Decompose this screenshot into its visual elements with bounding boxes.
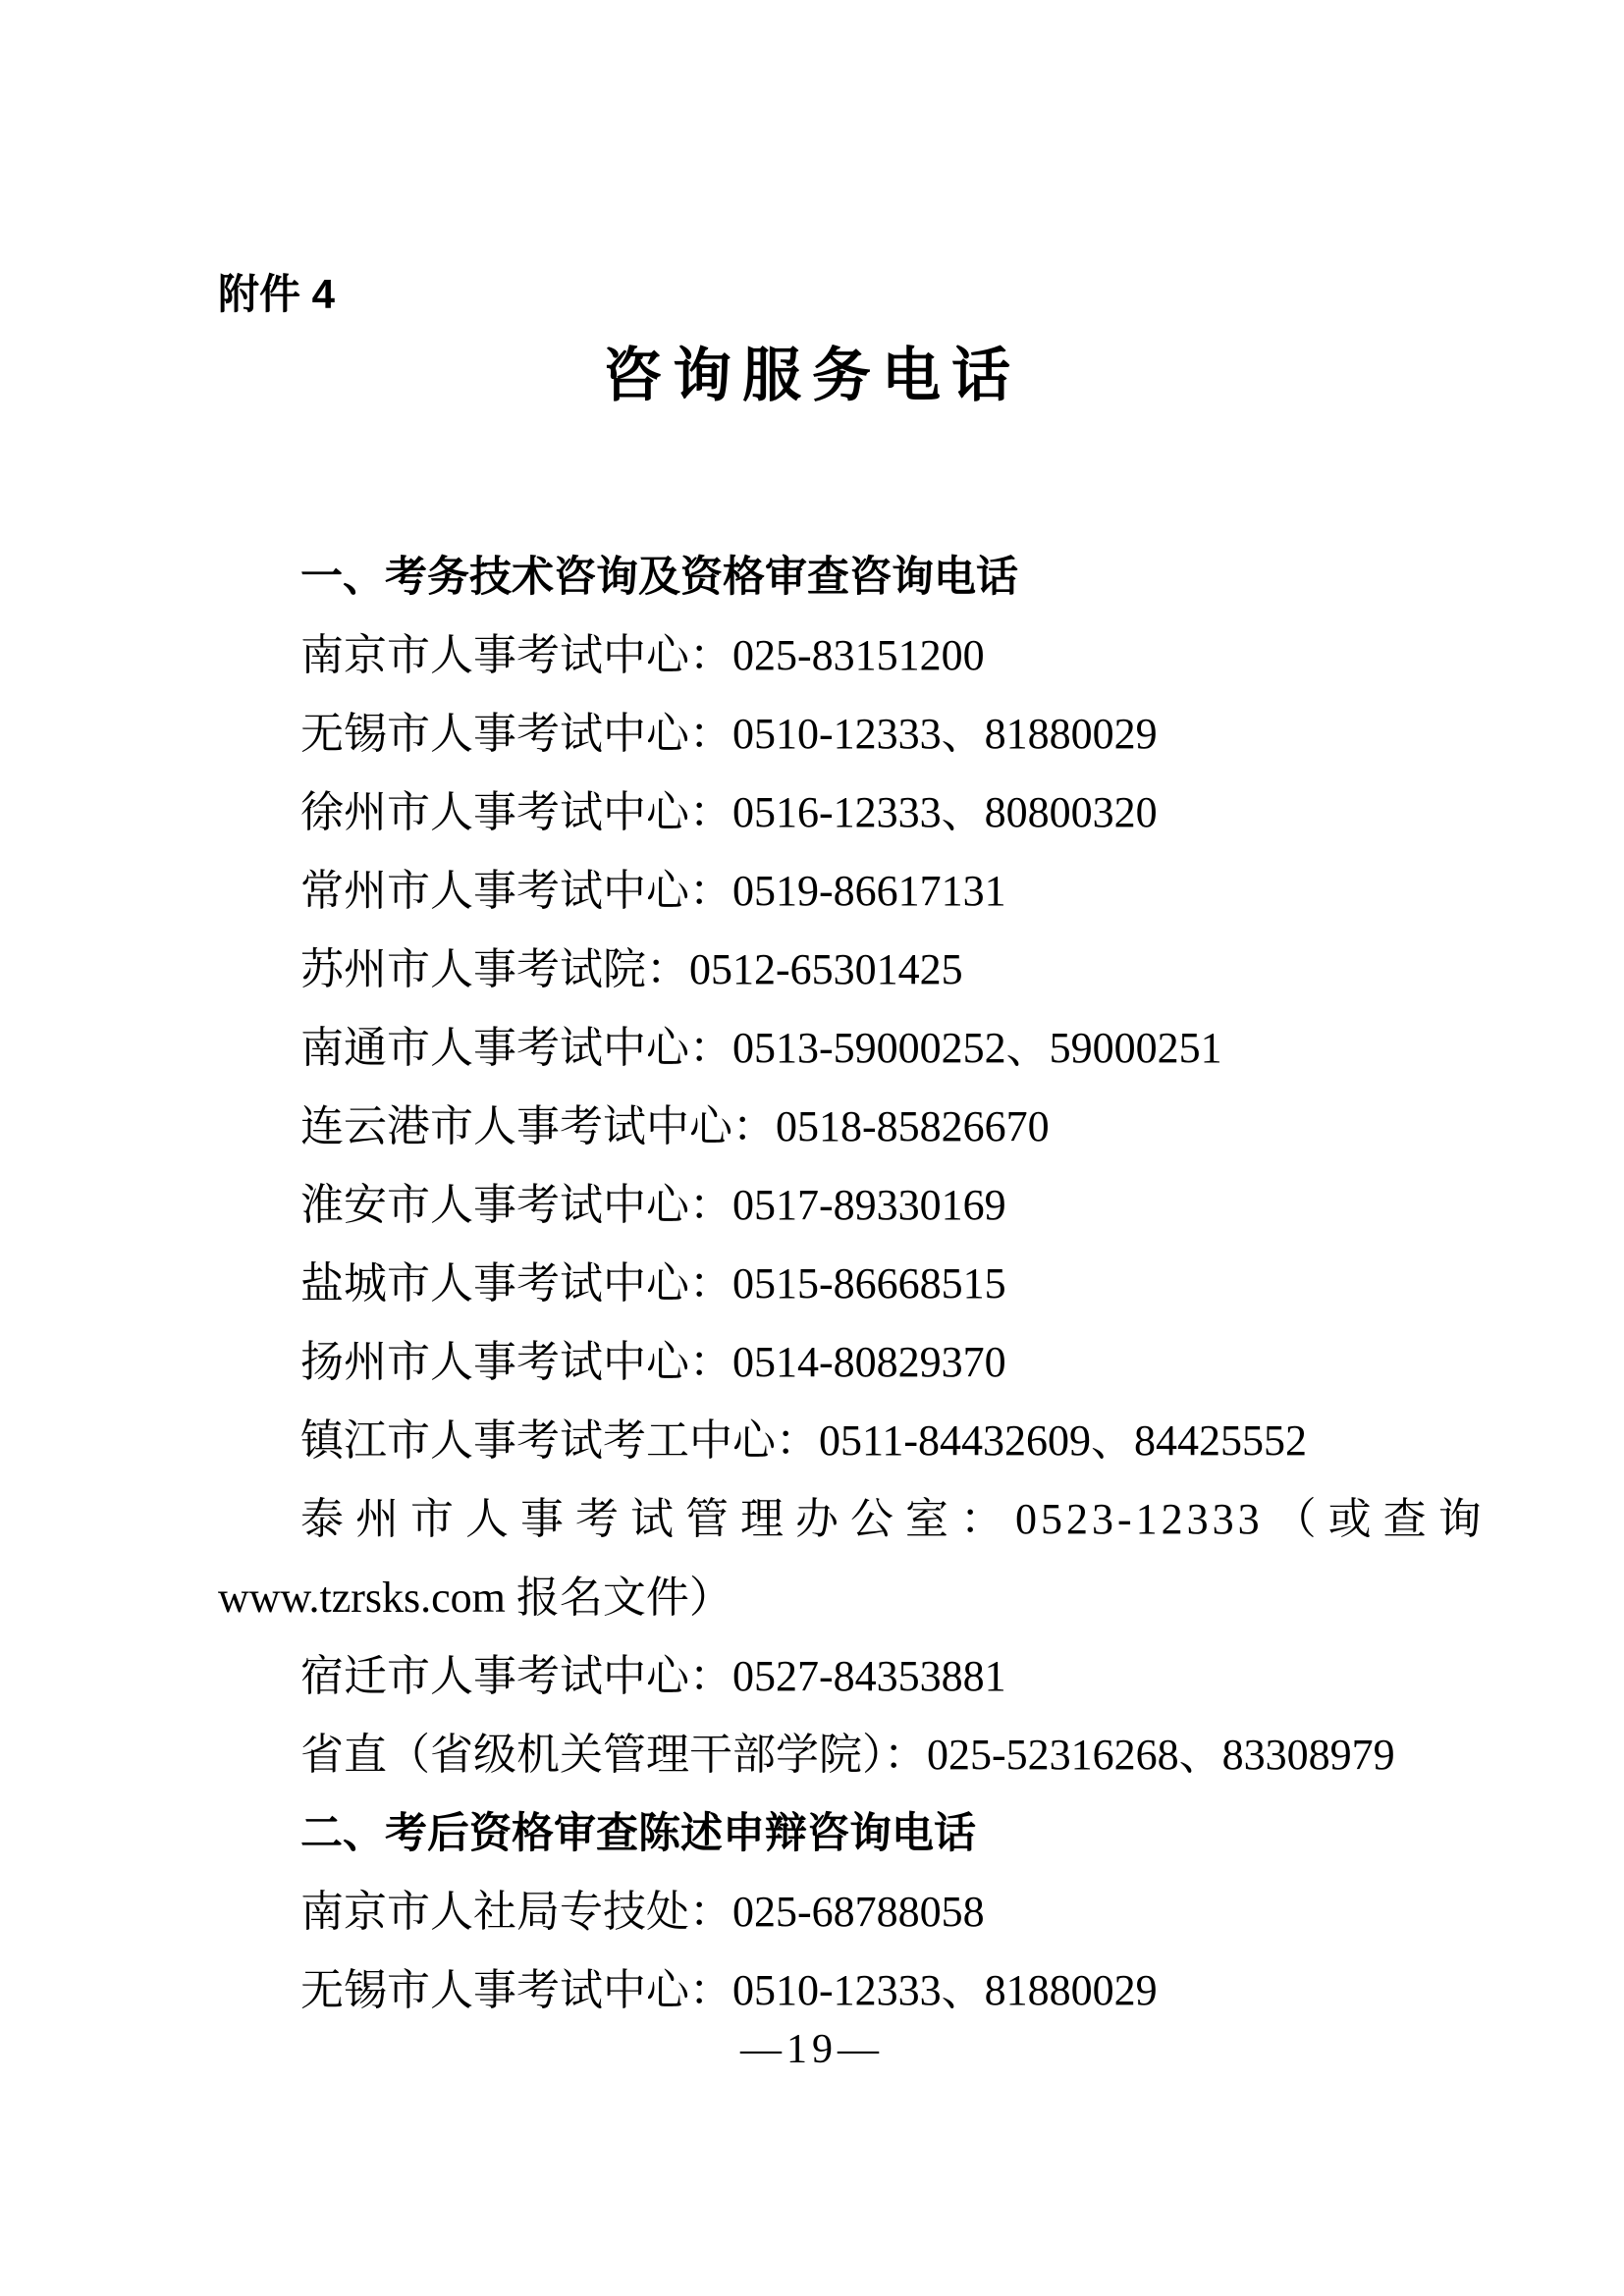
attachment-label: 附件 4 [218,271,336,317]
entry-label: 连云港市人事考试中心： [300,1102,776,1150]
entry-phone: 0515-86668515 [732,1259,1006,1308]
entry-label: 省直（省级机关管理干部学院）： [300,1731,927,1779]
phone-entry [218,852,1451,931]
phone-entry [218,1637,1451,1716]
entry-suffix: （或查询 [1272,1495,1493,1543]
entry-phone: 025-68788058 [732,1888,985,1936]
phone-entry [218,1009,1451,1088]
phone-entry [218,1480,1493,1559]
entry-phone: 025-83151200 [732,631,985,679]
phone-entry [218,1716,1451,1794]
entry-phone: 0518-85826670 [776,1102,1050,1150]
continuation-text: www.tzrsks.com 报名文件） [218,1574,732,1622]
page-title: 咨询服务电话 [603,344,1021,408]
phone-entry [218,1088,1451,1166]
page-number: —19— [740,2027,884,2072]
phone-directory [218,538,1493,2030]
entry-phone: 0527-84353881 [732,1652,1006,1700]
phone-entry [218,774,1451,852]
phone-entry [218,1245,1451,1323]
entry-label: 盐城市人事考试中心： [300,1259,732,1308]
entry-phone: 0517-89330169 [732,1181,1006,1229]
continuation-line [218,1559,1451,1637]
entry-phone: 0510-12333、81880029 [732,1966,1158,2014]
entry-label: 苏州市人事考试院： [300,945,689,993]
entry-label: 宿迁市人事考试中心： [300,1652,732,1700]
entry-label: 无锡市人事考试中心： [300,1966,732,2014]
entry-label: 南京市人社局专技处： [300,1888,732,1936]
entry-label: 南京市人事考试中心： [300,631,732,679]
entry-label: 淮安市人事考试中心： [300,1181,732,1229]
entry-phone: 0519-86617131 [732,867,1006,915]
section-heading [218,1794,1451,1873]
phone-entry [218,1402,1451,1480]
entry-label: 镇江市人事考试考工中心： [300,1416,819,1465]
phone-entry [218,1166,1451,1245]
entry-phone: 0516-12333、80800320 [732,788,1158,836]
entry-phone: 025-52316268、83308979 [927,1731,1395,1779]
phone-entry [218,1873,1451,1951]
phone-entry [218,1323,1451,1402]
entry-label: 无锡市人事考试中心： [300,710,732,758]
section-heading-text: 二、考后资格审查陈述申辩咨询电话 [300,1810,976,1857]
phone-entry [218,931,1451,1009]
entry-label: 徐州市人事考试中心： [300,788,732,836]
entry-label: 南通市人事考试中心： [300,1024,732,1072]
entry-phone: 0514-80829370 [732,1338,1006,1386]
phone-entry [218,1951,1451,2030]
entry-phone: 0510-12333、81880029 [732,710,1158,758]
section-heading [218,538,1451,616]
entry-label: 泰州市人事考试管理办公室： [300,1495,1015,1543]
phone-entry [218,695,1451,774]
entry-label: 常州市人事考试中心： [300,867,732,915]
entry-label: 扬州市人事考试中心： [300,1338,732,1386]
entry-phone: 0511-84432609、84425552 [819,1416,1308,1465]
entry-phone: 0513-59000252、59000251 [732,1024,1222,1072]
entry-phone: 0523-12333 [1015,1495,1264,1543]
section-heading-text: 一、考务技术咨询及资格审查咨询电话 [300,554,1018,601]
entry-phone: 0512-65301425 [689,945,963,993]
phone-entry [218,616,1451,695]
